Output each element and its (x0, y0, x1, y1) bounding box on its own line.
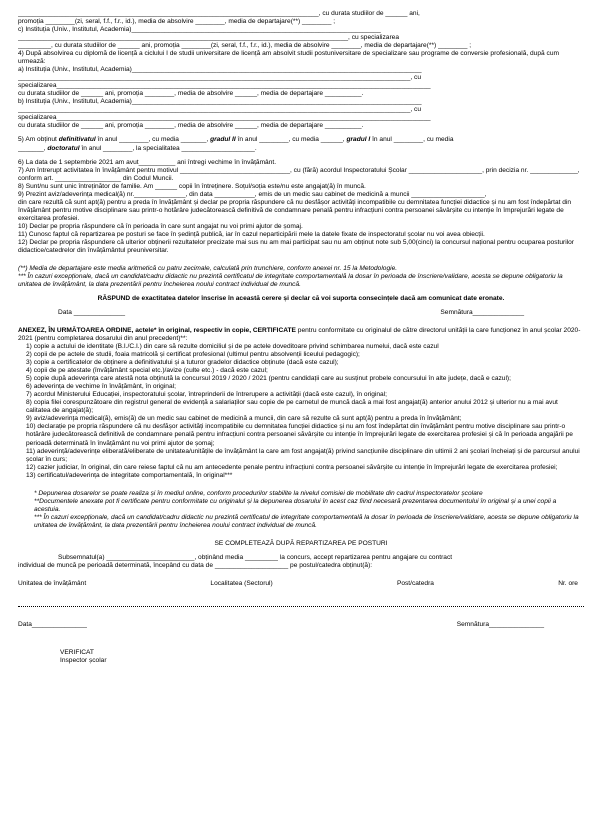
list-item: 4) copii de pe atestate (învățământ special etc.)/avize (culte etc.) - dacă este cazul; (26, 367, 268, 375)
form-line: ___________________________________________________________________________________________________________, cu (18, 74, 422, 82)
col-post: Post/catedra (396, 579, 434, 587)
repartizare-columns (18, 580, 584, 588)
item-12: 12) Declar pe propria răspundere că ulterior obținerii rezultatelor precizate mai sus nu am mai participat sau nu am obținut note sub 5,00(cinci) la concursul național pentru ocuparea posturilor didactice/catedrelor din învățământul preuniversitar. (18, 238, 574, 254)
item-9-declaration: din care rezultă că sunt apt(ă) pentru a preda în învățământ și declar pe propria răspundere că nu desfășor activități incompatibile cu demnitatea funcției didactice și nu am fost îndepărtat din învățământ pentru motive disciplinare sau printr-o hotărâre judecătorească definitivă de condamnare penală pentru infracțiuni contra persoanei săvârșite cu intenție în împrejurări legate de exercitarea profesiei. (18, 198, 572, 222)
form-line: a) Instituția (Univ., Institutul, Academia)_______________________________________________________________________________ (18, 66, 422, 74)
item-6: 6) La data de 1 septembrie 2021 am avut__________ ani întregi vechime în învățământ. (18, 158, 277, 166)
signature-field: Semnătura______________ (440, 309, 524, 317)
signature-row-2 (18, 621, 584, 629)
form-line: __________________________________________________________________________________________, cu specializarea (18, 34, 399, 42)
document-page (18, 10, 584, 665)
repartizare-line-2: individual de muncă pe perioadă determinată, începând cu data de ____________________ pe postul/catedra obținut(ă): (18, 561, 373, 569)
item-9: 9) Prezint aviz/adeverința medical(ă) nr.______________, din data ___________, emis de un medic sau cabinet de medicină a muncii ____________________, (18, 190, 487, 198)
verificat-label: VERIFICAT (60, 648, 94, 656)
item-10: 10) Declar pe propria răspundere că în perioada în care sunt angajat nu voi primi ajutor de șomaj. (18, 222, 303, 230)
items-6-12 (18, 159, 584, 255)
date-field: Data ______________ (58, 309, 126, 317)
form-line: __________________________________________________________________________________, cu durata studiilor de ______ ani, (18, 10, 420, 17)
list-item: 11) adeverință/adeverințe eliberată/eliberate de unitatea/unitățile de învățământ la care am fost angajat(ă) privind sancțiunile disciplinare din ultimii 2 ani școlari încheiați și de parcursul anului școlar în curs; (26, 447, 580, 463)
list-item: 6) adeverința de vechime în învățământ, în original; (26, 383, 176, 391)
grad-1-label: gradul I (346, 136, 371, 144)
form-line: cu durata studiilor de ______ ani, promoția ________, media de absolvire ______, media de departajare __________. (18, 90, 364, 98)
signature-row-1 (18, 309, 584, 317)
list-item: 5) copie după adeverința care atestă nota obținută la concursul 2019 / 2020 / 2021 (pentru candidații care au susținut probele concursului în alte județe, dacă e cazul); (26, 375, 511, 383)
section-5 (18, 136, 584, 152)
section-4 (18, 50, 584, 130)
list-item: 3) copie a certificatelor de obținere a definitivatului și a tuturor gradelor didactice obținute (dacă este cazul); (26, 359, 339, 367)
form-line: ___________________________________________________________________________________________________________, cu (18, 106, 422, 114)
raspund-declaration: RĂSPUND de exactitatea datelor înscrise în această cerere și declar că voi suporta consecințele dacă am comunicat date eronate. (97, 295, 505, 302)
item-7: 7) Am întrerupt activitatea în învățământ pentru motivul ______________________________, cu (fără) acordul Inspectoratului Școlar ____________________, prin decizia nr. _____________, conform art. __________________ din Codul Muncii. (18, 166, 580, 182)
anexez-title: ANEXEZ, ÎN URMĂTOAREA ORDINE, actele* în original, respectiv în copie, CERTIFICATE pentru conformitate cu originalul de către directorul unității la care funcționez în anul școlar 2020-2021 (pentru completarea dosarului din anul precedent)**: (18, 327, 581, 343)
note-media-departajare: (**) Media de departajare este media aritmetică cu patru zecimale, calculată prin trunchiere, conform anexei nr. 15 la Metodologie. (18, 264, 398, 272)
anexez-list (18, 343, 584, 480)
form-line: promoția ________(zi, seral, f.f., f.r., id.), media de absolvire ________, media de departajare(**) ________ ; (18, 18, 336, 26)
item-11: 11) Cunosc faptul că repartizarea pe posturi se face în ședință publică, iar în cazul neparticipării mele la datele fixate de inspectoratul școlar nu voi avea obiecții. (18, 230, 485, 238)
form-line: _________, cu durata studiilor de ______ ani, promoția ________(zi, seral, f.f., f.r., id.), media de absolvire ________, media de departajare(**) ________ ; (18, 42, 472, 50)
signature-field: Semnătura_______________ (456, 620, 544, 628)
footnote-1: * Depunerea dosarelor se poate realiza și în mediul online, conform procedurilor stabilite la nivelul comisiei de mobilitate din cadrul inspectoratelor școlare (34, 489, 483, 497)
list-item: 1) copie a actului de identitate (B.I./C.I.) din care să rezulte domiciliul și de pe actele doveditoare privind schimbarea numelui, dacă este cazul (26, 343, 439, 351)
date-field: Data_______________ (18, 620, 87, 628)
list-item: 8) copia filei corespunzătoare din registrul general de evidență a salariaților sau copie de pe carnetul de muncă dacă a mai fost angajat(ă) anterior anului 2012 și ulterior nu a mai avut calitatea de angajat(ă); (26, 399, 558, 415)
grad-2-label: gradul II (210, 136, 236, 144)
item-8: 8) Sunt/nu sunt unic întreținător de familie. Am ______ copii în întreținere. Soțul/soția este/nu este angajat(ă) în muncă. (18, 182, 366, 190)
col-localitate: Localitatea (Sectorul) (210, 579, 273, 587)
verificat-block (18, 649, 584, 665)
section-5-line-1: 5) Am obținut definitivatul în anul ________, cu media _______, gradul II în anul ________, cu media ______, gradul I în anul ________, cu media (18, 136, 454, 144)
list-item: 10) declarație pe propria răspundere că nu desfășor activități incompatibile cu demnitatea funcției didactice și nu am fost îndepărtat din învățământ pentru motive disciplinare sau printr-o hotărâre judecătorească definitivă de condamnare penală pentru infracțiuni contra persoanei săvârșite cu intenție în împrejurări legate de exercitarea profesiei și că în perioada angajării pe perioadă determinată în învățământ nu voi primi ajutor de șomaj; (26, 423, 573, 447)
list-item: 2) copii de pe actele de studii, foaia matricolă și certificat profesional (ultimul pentru absolvenții liceului pedagogic); (26, 351, 360, 359)
section-3-lines (18, 10, 584, 50)
list-item: 7) acordul Ministerului Educației, inspectoratului școlar, întreprinderii de întrerupere a activității (dacă este cazul), în original; (26, 391, 388, 399)
footnotes (18, 490, 584, 530)
list-item: 9) aviz/adeverința medical(ă), emis(ă) de un medic sau cabinet de medicină a muncii, din care să rezulte că sunt apt(ă) pentru a preda în învățământ; (26, 415, 462, 423)
form-line: specializarea______________________________________________________________________________________________________ (18, 82, 431, 90)
list-item: 12) cazier judiciar, în original, din care reiese faptul că nu am antecedente penale pentru infracțiuni contra persoanei săvârșite cu intenție în împrejurări legate de exercitarea profesiei; (26, 463, 558, 471)
col-nr-ore: Nr. ore (558, 579, 578, 587)
section-4-intro: 4) După absolvirea cu diplomă de licență a ciclului I de studii universitare de licență am absolvit studii postuniversitare de specializare sau programe de conversie profesională, după cum urmează: (18, 50, 559, 66)
doctorat-label: doctoratul (47, 144, 80, 152)
section-5-line-2: _______, doctoratul în anul ________, la specialitatea ____________________. (18, 144, 257, 152)
form-line: c) Instituția (Univ., Institutul, Academia)____________________________________________________________________ (18, 26, 381, 34)
list-item: 13) certificatul/adeverința de integritate comportamentală, în original*** (26, 471, 233, 479)
note-certificat-integritate: *** În cazuri excepționale, dacă un candidat/cadru didactic nu prezintă certificatul de integritate comportamentală la dosar în perioada de înscriere/validare, acesta se depune obligatoriu la unitatea de învățământ, la data prezentării pentru încheierea noului contract individual de muncă. (18, 272, 563, 288)
repartizare-title: SE COMPLETEAZĂ DUPĂ REPARTIZAREA PE POSTURI (214, 539, 388, 547)
form-line: specializarea______________________________________________________________________________________________________ (18, 114, 431, 122)
col-unitate: Unitatea de învățământ (18, 579, 87, 587)
divider (18, 606, 584, 607)
form-line: b) Instituția (Univ., Institutul, Academia)_______________________________________________________________________________ (18, 98, 422, 106)
footnote-3: *** În cazuri excepționale, dacă un candidat/cadru didactic nu prezintă certificatul de integritate comportamentală la dosar în perioada de înscriere/validare, acesta se depune obligatoriu la unitatea de învățământ, la data prezentării pentru încheierea noului contract individual de muncă. (34, 513, 579, 529)
form-line: cu durata studiilor de ______ ani, promoția ________, media de absolvire ______, media de departajare __________. (18, 122, 364, 130)
repartizare-line-1: Subsemnatul(a) ________________________, obținând media _________ la concurs, accept repartizarea pentru angajare cu contract (58, 553, 453, 561)
inspector-label: Inspector școlar (60, 657, 107, 664)
definitivat-label: definitivatul (58, 136, 96, 144)
footnote-2: **Documentele anexate pot fi certificate pentru conformitate cu originalul și la depunerea dosarului în acest caz fiind necesară prezentarea documentului în original și a unei copii a acestuia. (34, 497, 557, 513)
anexez-section (18, 327, 584, 480)
repartizare-section (18, 540, 584, 665)
